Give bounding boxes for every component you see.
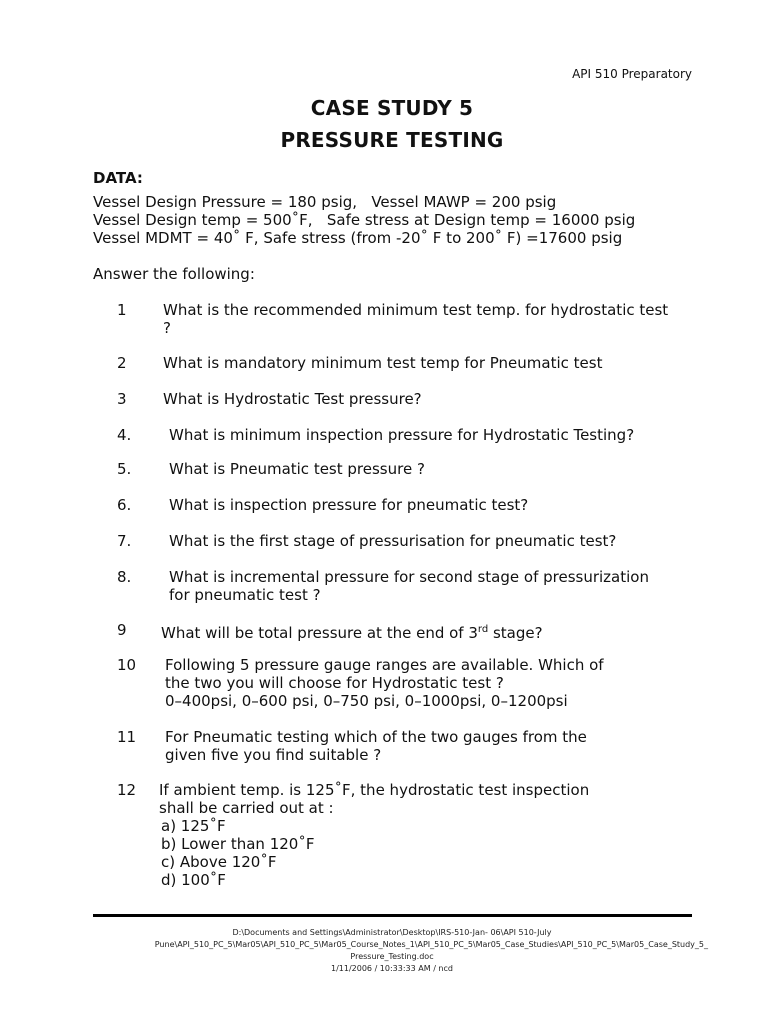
question-line: [161, 621, 543, 642]
question-line: ?: [163, 319, 171, 337]
question-text: [163, 301, 668, 337]
document-subtitle: PRESSURE TESTING: [280, 128, 504, 152]
instructions: Answer the following:: [93, 265, 255, 283]
question-number: 8.: [117, 568, 132, 586]
question-text: [169, 460, 425, 478]
answer-option: b) Lower than 120˚F: [161, 835, 315, 853]
question-number: 5.: [117, 460, 132, 478]
question-line: What is incremental pressure for second stage of pressurization: [169, 568, 649, 586]
footer-path-line: D:\Documents and Settings\Administrator\Desktop\IRS-510-Jan- 06\API 510-July: [232, 928, 552, 937]
question-text: [169, 496, 528, 514]
question-line-text: What will be total pressure at the end of 3rd stage?: [161, 624, 543, 642]
question-text: [169, 532, 616, 550]
data-line: Vessel Design Pressure = 180 psig, Vessel MAWP = 200 psig: [93, 193, 557, 211]
question-line: What is the recommended minimum test temp. for hydrostatic test: [163, 301, 669, 319]
question-number: 1: [117, 301, 127, 319]
question-line: What is the first stage of pressurisation for pneumatic test?: [169, 532, 617, 550]
footer-timestamp: 1/11/2006 / 10:33:33 AM / ncd: [331, 964, 453, 973]
question-line: for pneumatic test ?: [169, 586, 321, 604]
answer-option: c) Above 120˚F: [161, 853, 277, 871]
question-line: What is mandatory minimum test temp for Pneumatic test: [163, 354, 603, 372]
footer-divider: [93, 914, 692, 917]
question-text: [169, 568, 649, 604]
data-line: Vessel Design temp = 500˚F, Safe stress at Design temp = 16000 psig: [93, 211, 636, 229]
question-number: 4.: [117, 426, 132, 444]
question-number: 6.: [117, 496, 132, 514]
question-line: If ambient temp. is 125˚F, the hydrostatic test inspection: [159, 781, 590, 799]
question-text: [169, 426, 634, 444]
question-line: What is Hydrostatic Test pressure?: [163, 390, 422, 408]
question-line: What is minimum inspection pressure for Hydrostatic Testing?: [169, 426, 635, 444]
answer-option: d) 100˚F: [161, 871, 226, 889]
question-line: For Pneumatic testing which of the two gauges from the: [165, 728, 587, 746]
question-line: 0–400psi, 0–600 psi, 0–750 psi, 0–1000psi, 0–1200psi: [165, 692, 568, 710]
question-text: [161, 621, 543, 642]
question-line: shall be carried out at :: [159, 799, 334, 817]
question-number: 10: [117, 656, 137, 674]
footer-path-line: Pune\API_510_PC_5\Mar05\API_510_PC_5\Mar05_Course_Notes_1\API_510_PC_5\Mar05_Case_Studies\API_510_PC_5\Mar05_Case_Study_5_: [154, 940, 708, 949]
answer-option: a) 125˚F: [161, 817, 226, 835]
question-line: the two you will choose for Hydrostatic test ?: [165, 674, 504, 692]
header-label: API 510 Preparatory: [572, 67, 692, 81]
question-line: What is Pneumatic test pressure ?: [169, 460, 425, 478]
question-number: 12: [117, 781, 137, 799]
data-block: [93, 193, 635, 247]
question-text: [165, 656, 604, 710]
question-line: Following 5 pressure gauge ranges are available. Which of: [165, 656, 604, 674]
ordinal-suffix: rd: [477, 624, 489, 635]
question-number: 7.: [117, 532, 132, 550]
question-text: [163, 390, 422, 408]
question-number: 3: [117, 390, 127, 408]
question-line: What is inspection pressure for pneumatic test?: [169, 496, 529, 514]
document-title: CASE STUDY 5: [310, 96, 474, 120]
question-number: 2: [117, 354, 127, 372]
data-line: Vessel MDMT = 40˚ F, Safe stress (from -20˚ F to 200˚ F) =17600 psig: [93, 229, 623, 247]
footer: [0, 927, 768, 975]
question-text: [159, 781, 589, 889]
question-text: [165, 728, 587, 764]
question-number: 11: [117, 728, 137, 746]
question-line: given five you find suitable ?: [165, 746, 382, 764]
data-heading: DATA:: [93, 169, 143, 187]
question-number: 9: [117, 621, 127, 639]
question-text: [163, 354, 602, 372]
footer-filename: Pressure_Testing.doc: [350, 952, 434, 961]
